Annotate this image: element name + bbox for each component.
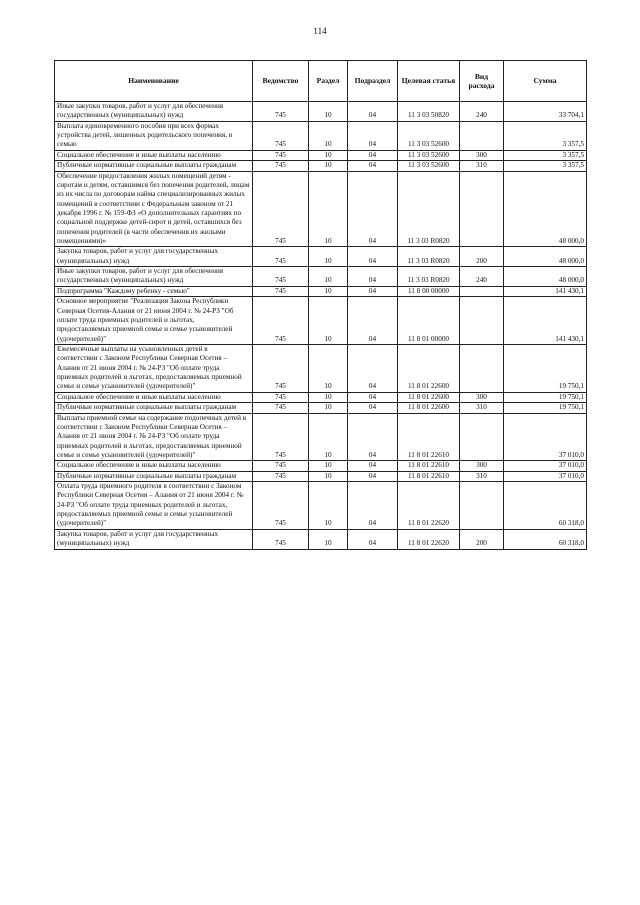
table-row <box>55 461 587 471</box>
row-subsection: 04 <box>348 171 398 247</box>
row-department: 745 <box>253 267 309 287</box>
row-expense-type <box>460 344 504 392</box>
row-subsection: 04 <box>348 150 398 160</box>
column-header-department: Ведомство <box>253 61 309 102</box>
row-name: Социальное обеспечение и иные выплаты населению <box>55 392 253 402</box>
row-sum: 60 318,0 <box>504 482 587 530</box>
row-section: 10 <box>309 267 348 287</box>
row-expense-type: 310 <box>460 161 504 171</box>
row-department: 745 <box>253 171 309 247</box>
row-target-article: 11 8 01 22610 <box>398 461 460 471</box>
row-section: 10 <box>309 392 348 402</box>
row-department: 745 <box>253 392 309 402</box>
row-section: 10 <box>309 529 348 549</box>
row-expense-type: 240 <box>460 102 504 122</box>
row-section: 10 <box>309 297 348 345</box>
row-department: 745 <box>253 297 309 345</box>
row-target-article: 11 8 01 22610 <box>398 471 460 481</box>
table-row <box>55 267 587 287</box>
column-header-subsection: Подраздел <box>348 61 398 102</box>
row-section: 10 <box>309 247 348 267</box>
row-subsection: 04 <box>348 344 398 392</box>
page-number: 114 <box>313 26 327 36</box>
row-department: 745 <box>253 161 309 171</box>
row-sum: 141 430,1 <box>504 286 587 296</box>
row-section: 10 <box>309 413 348 461</box>
row-target-article: 11 8 01 22620 <box>398 529 460 549</box>
table-row <box>55 121 587 150</box>
table-row <box>55 286 587 296</box>
row-section: 10 <box>309 461 348 471</box>
row-subsection: 04 <box>348 392 398 402</box>
row-sum: 48 000,0 <box>504 247 587 267</box>
table-row <box>55 413 587 461</box>
row-sum: 33 704,1 <box>504 102 587 122</box>
column-header-name: Наименование <box>55 61 253 102</box>
row-sum: 60 318,0 <box>504 529 587 549</box>
row-department: 745 <box>253 482 309 530</box>
row-expense-type: 200 <box>460 529 504 549</box>
table-row <box>55 471 587 481</box>
row-sum: 37 010,0 <box>504 461 587 471</box>
table-row <box>55 344 587 392</box>
row-subsection: 04 <box>348 471 398 481</box>
row-name: Основное мероприятие "Реализация Закона Республики Северная Осетия-Алания от 21 июня 2004 г. № 24-РЗ "Об оплате труда приемных родителей и льготах, предоставляемых приемной семье и семье усыновителей (удочерителей)" <box>55 297 253 345</box>
row-target-article: 11 8 01 00000 <box>398 297 460 345</box>
row-name: Выплаты приемной семье на содержание подопечных детей в соответствии с Законом Республики Северная Осетия – Алания от 21 июня 2004 г. № 24-РЗ "Об оплате труда приемных родителей и льготах, предоставляемых приемной семье и семье усыновителей (удочерителей)" <box>55 413 253 461</box>
row-name: Обеспечение предоставления жилых помещений детям - сиротам и детям, оставшимся без попечения родителей, лицам из их числа по договорам найма специализированных жилых помещений в соответствии с Федеральным законом от 21 декабря 1996 г. № 159-ФЗ «О дополнительных гарантиях по социальной поддержке детей-сирот и детей, оставшихся без попечения родителей (в части обеспечения их жилыми помещениями)» <box>55 171 253 247</box>
row-sum: 3 357,5 <box>504 150 587 160</box>
row-section: 10 <box>309 471 348 481</box>
row-target-article: 11 3 03 R0820 <box>398 247 460 267</box>
row-name: Социальное обеспечение и иные выплаты населению <box>55 150 253 160</box>
row-name: Оплата труда приемного родителя в соответствии с Законом Республики Северная Осетия – Алания от 21 июня 2004 г. № 24-РЗ "Об оплате труда приемных родителей и льготах, предоставляемых приемной семье и семье усыновителей (удочерителей)" <box>55 482 253 530</box>
row-subsection: 04 <box>348 413 398 461</box>
row-sum: 48 000,0 <box>504 171 587 247</box>
table-row <box>55 297 587 345</box>
row-expense-type: 310 <box>460 403 504 413</box>
column-header-expense-type: Вид расхода <box>460 61 504 102</box>
row-target-article: 11 3 03 52600 <box>398 161 460 171</box>
row-subsection: 04 <box>348 297 398 345</box>
row-department: 745 <box>253 286 309 296</box>
row-subsection: 04 <box>348 286 398 296</box>
row-section: 10 <box>309 150 348 160</box>
row-expense-type: 300 <box>460 150 504 160</box>
row-department: 745 <box>253 121 309 150</box>
row-expense-type: 240 <box>460 267 504 287</box>
row-department: 745 <box>253 529 309 549</box>
table-row <box>55 161 587 171</box>
row-sum: 141 430,1 <box>504 297 587 345</box>
row-section: 10 <box>309 286 348 296</box>
column-header-section: Раздел <box>309 61 348 102</box>
row-department: 745 <box>253 413 309 461</box>
row-expense-type: 310 <box>460 471 504 481</box>
row-section: 10 <box>309 102 348 122</box>
row-subsection: 04 <box>348 161 398 171</box>
row-target-article: 11 8 01 22600 <box>398 344 460 392</box>
row-section: 10 <box>309 121 348 150</box>
table-row <box>55 392 587 402</box>
table-row <box>55 529 587 549</box>
row-target-article: 11 3 03 52600 <box>398 121 460 150</box>
row-section: 10 <box>309 482 348 530</box>
row-sum: 48 000,0 <box>504 267 587 287</box>
table-row <box>55 247 587 267</box>
budget-table <box>54 60 587 550</box>
row-name: Закупка товаров, работ и услуг для государственных (муниципальных) нужд <box>55 529 253 549</box>
row-name: Подпрограмма "Каждому ребенку - семью" <box>55 286 253 296</box>
table-row <box>55 150 587 160</box>
row-name: Публичные нормативные социальные выплаты гражданам <box>55 471 253 481</box>
row-target-article: 11 3 03 R0820 <box>398 267 460 287</box>
row-expense-type: 300 <box>460 461 504 471</box>
row-name: Выплата единовременного пособия при всех формах устройства детей, лишенных родительского попечения, в семью <box>55 121 253 150</box>
row-expense-type: 200 <box>460 247 504 267</box>
row-section: 10 <box>309 344 348 392</box>
row-subsection: 04 <box>348 529 398 549</box>
row-sum: 19 750,1 <box>504 403 587 413</box>
row-name: Ежемесячные выплаты на усыновленных детей в соответствии с Законом Республики Северная Осетия – Алания от 21 июня 2004 г. № 24-РЗ "Об оплате труда приемных родителей и льготах, предоставляемых приемной семье и семье усыновителей (удочерителей)" <box>55 344 253 392</box>
row-expense-type <box>460 297 504 345</box>
table-header-row <box>55 61 587 102</box>
row-subsection: 04 <box>348 267 398 287</box>
row-section: 10 <box>309 403 348 413</box>
row-subsection: 04 <box>348 403 398 413</box>
row-subsection: 04 <box>348 461 398 471</box>
row-target-article: 11 3 03 50820 <box>398 102 460 122</box>
column-header-target-article: Целевая статья <box>398 61 460 102</box>
table-row <box>55 171 587 247</box>
row-name: Публичные нормативные социальные выплаты гражданам <box>55 161 253 171</box>
row-name: Публичные нормативные социальные выплаты гражданам <box>55 403 253 413</box>
row-department: 745 <box>253 344 309 392</box>
row-target-article: 11 8 01 22600 <box>398 403 460 413</box>
table-row <box>55 482 587 530</box>
row-expense-type <box>460 171 504 247</box>
row-name: Социальное обеспечение и иные выплаты населению <box>55 461 253 471</box>
table-row <box>55 403 587 413</box>
row-subsection: 04 <box>348 102 398 122</box>
row-subsection: 04 <box>348 247 398 267</box>
row-target-article: 11 3 03 52600 <box>398 150 460 160</box>
row-name: Иные закупки товаров, работ и услуг для обеспечения государственных (муниципальных) нужд <box>55 102 253 122</box>
row-subsection: 04 <box>348 482 398 530</box>
row-subsection: 04 <box>348 121 398 150</box>
row-department: 745 <box>253 461 309 471</box>
row-target-article: 11 8 01 22620 <box>398 482 460 530</box>
row-expense-type <box>460 413 504 461</box>
row-target-article: 11 8 01 22600 <box>398 392 460 402</box>
row-expense-type <box>460 482 504 530</box>
row-sum: 3 357,5 <box>504 121 587 150</box>
row-name: Иные закупки товаров, работ и услуг для обеспечения государственных (муниципальных) нужд <box>55 267 253 287</box>
row-department: 745 <box>253 150 309 160</box>
row-department: 745 <box>253 403 309 413</box>
row-department: 745 <box>253 102 309 122</box>
row-target-article: 11 8 01 22610 <box>398 413 460 461</box>
row-target-article: 11 3 03 R0820 <box>398 171 460 247</box>
row-department: 745 <box>253 247 309 267</box>
row-expense-type: 300 <box>460 392 504 402</box>
row-expense-type <box>460 286 504 296</box>
table-row <box>55 102 587 122</box>
row-sum: 19 750,1 <box>504 344 587 392</box>
row-department: 745 <box>253 471 309 481</box>
row-sum: 37 010,0 <box>504 413 587 461</box>
row-name: Закупка товаров, работ и услуг для государственных (муниципальных) нужд <box>55 247 253 267</box>
row-expense-type <box>460 121 504 150</box>
column-header-sum: Сумма <box>504 61 587 102</box>
row-section: 10 <box>309 171 348 247</box>
row-sum: 19 750,1 <box>504 392 587 402</box>
row-target-article: 11 8 00 00000 <box>398 286 460 296</box>
row-sum: 3 357,5 <box>504 161 587 171</box>
row-section: 10 <box>309 161 348 171</box>
row-sum: 37 010,0 <box>504 471 587 481</box>
